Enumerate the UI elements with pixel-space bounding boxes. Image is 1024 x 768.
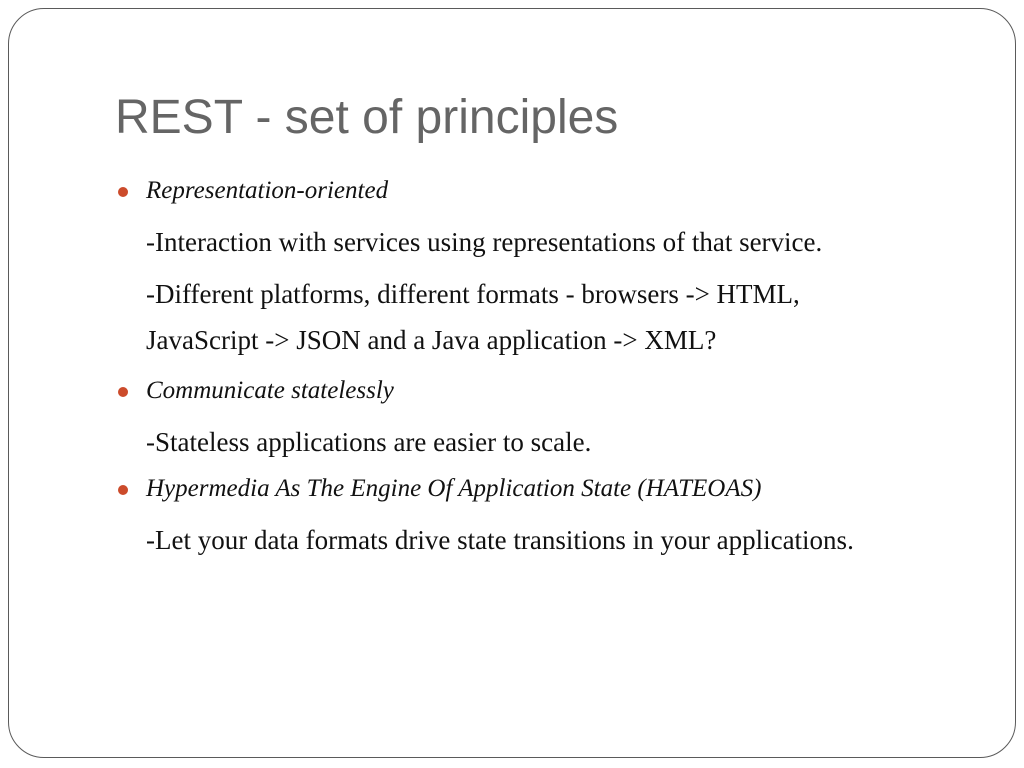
detail-line: -Stateless applications are easier to scale.: [146, 427, 592, 457]
detail-line: JavaScript -> JSON and a Java application -> XML?: [146, 325, 717, 355]
detail-line: -Let your data formats drive state transitions in your applications.: [146, 525, 854, 555]
slide: [8, 8, 1016, 758]
slide-content: [115, 174, 1015, 570]
detail-line: -Different platforms, different formats - browsers -> HTML,: [146, 279, 800, 309]
bullet-text: Communicate statelessly: [146, 377, 394, 404]
bullet-text: Hypermedia As The Engine Of Application State (HATEOAS): [146, 475, 762, 502]
slide-title: REST - set of principles: [115, 91, 619, 144]
bullet-dot-icon: [118, 485, 128, 495]
bullet-dot-icon: [118, 187, 128, 197]
bullet-item: [115, 374, 1015, 408]
bullet-item: [115, 472, 1015, 506]
bullet-item: [115, 174, 1015, 208]
bullet-text: Representation-oriented: [146, 177, 389, 204]
bullet-dot-icon: [118, 387, 128, 397]
detail-line: -Interaction with services using representations of that service.: [146, 227, 823, 257]
